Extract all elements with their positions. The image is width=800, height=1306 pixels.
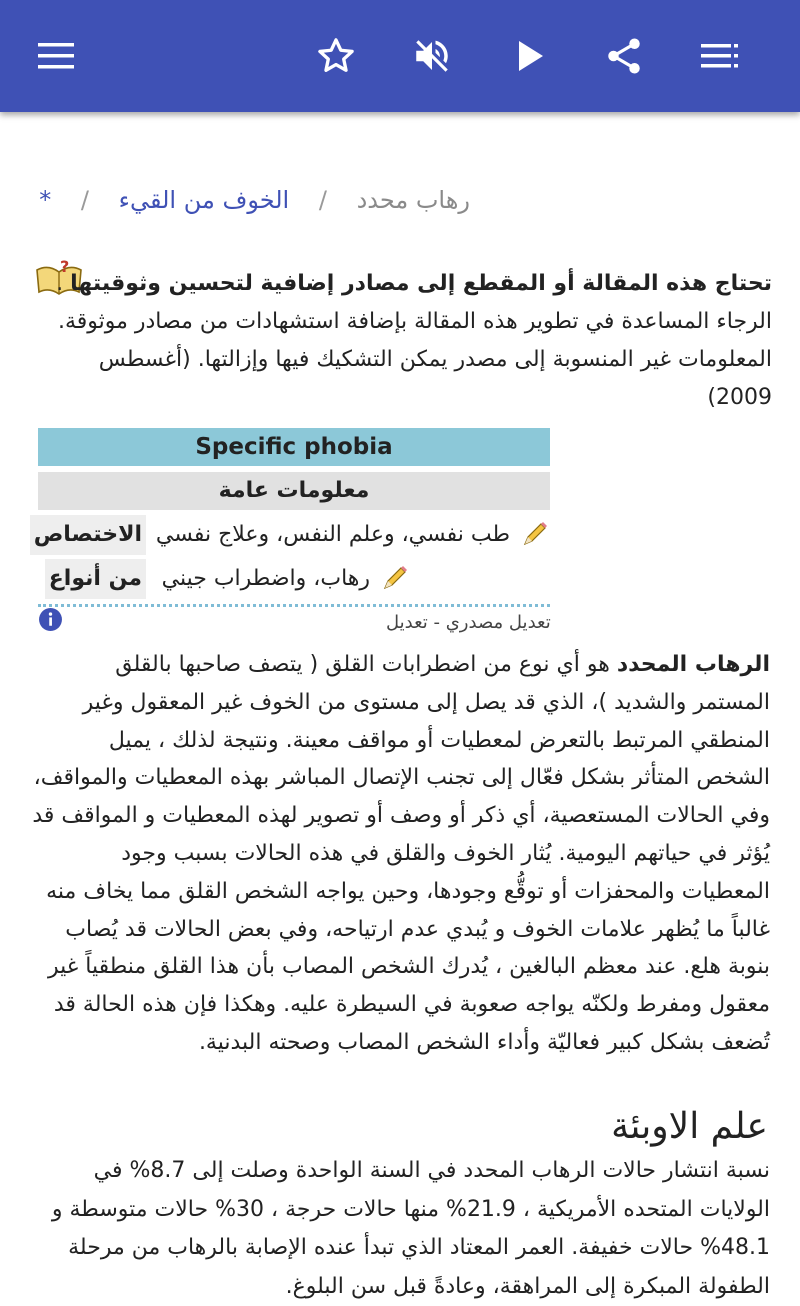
pencil-icon[interactable] <box>520 519 550 553</box>
menu-icon <box>37 41 75 71</box>
contents-button[interactable] <box>692 28 748 84</box>
pencil-icon[interactable] <box>380 563 410 597</box>
favorite-button[interactable] <box>308 28 364 84</box>
breadcrumb-current[interactable]: الخوف من القيء <box>118 186 290 214</box>
breadcrumb <box>40 180 470 220</box>
infobox-edit-links[interactable]: تعديل مصدري - تعديل <box>386 612 551 633</box>
share-icon <box>603 35 645 77</box>
breadcrumb-author[interactable]: رهاب محدد <box>356 186 470 214</box>
lead-term: الرهاب المحدد <box>616 652 770 677</box>
lead-text: هو أي نوع من اضطرابات القلق ( يتصف صاحبها بالقلق المستمر والشديد )، الذي قد يصل إلى مستوى من الخوف غير المعقول وغير المنطقي المرتبط بالتعرض لمعطيات أو مواقف معينة. ونتيجة لذلك ، يميل الشخص المتأثر بشكل فعّال إلى تجنب الإتصال المباشر بهذه المعطيات والمواقف، وفي الحالات المستعصية، أي ذكر أو وصف أو تصوير لهذه المعطيات و المواقف قد يُؤثر في حياتهم اليومية. يُثار الخوف والقلق في هذه الحالات بسبب وجود المعطيات والمحفزات أو توقُّع وجودها، وحين يواجه الشخص القلق مما يخاف منه غالباً ما يُظهر علامات الخوف و يُبدي عدم ارتياحه، وفي بعض الحالات قد يُصاب بنوبة هلع. عند معظم البالغين ، يُدرك الشخص المصاب بأن هذا القلق منطقياً غير معقول ومفرط ولكنّه يواجه صعوبة في السيطرة عليه. وهكذا فإن هذه الحالة قد تُضعف بشكل كبير فعاليّة وأداء الشخص المصاب وصحته البدنية. <box>32 652 770 1055</box>
section-body: نسبة انتشار حالات الرهاب المحدد في السنة الواحدة وصلت إلى 8.7% في الولايات المتحده الأمريكية ، 21.9% منها حالات حرجة ، 30% حالات متوسطة و 48.1% حالات خفيفة. العمر المعتاد الذي تبدأ عنده الإصابة بالرهاب من مرحلة الطفولة المبكرة إلى المراهقة، وعادةً قبل سن البلوغ. <box>51 1158 770 1299</box>
notice-title-end: . <box>56 271 71 296</box>
sources-notice <box>32 265 772 417</box>
play-button[interactable] <box>502 28 558 84</box>
infobox-row <box>33 515 550 555</box>
breadcrumb-separator: / <box>80 186 90 214</box>
svg-text:?: ? <box>60 258 70 276</box>
breadcrumb-separator: / <box>318 186 327 214</box>
mute-button[interactable] <box>404 28 460 84</box>
infobox-value-type-of: رهاب، واضطراب جيني <box>161 566 370 591</box>
share-button[interactable] <box>596 28 652 84</box>
list-icon <box>700 42 740 70</box>
infobox-divider <box>38 604 550 607</box>
article-lead <box>32 646 770 1062</box>
volume-off-icon <box>411 35 453 77</box>
star-icon <box>315 35 357 77</box>
app-bar <box>0 0 800 112</box>
infobox-label-type-of: من أنواع <box>45 559 146 599</box>
menu-button[interactable] <box>28 28 84 84</box>
play-icon <box>515 39 545 73</box>
infobox-value-specialty: طب نفسي، وعلم النفس، وعلاج نفسي <box>155 522 510 547</box>
infobox-title: Specific phobia <box>38 428 550 466</box>
section-heading-epidemiology: علم الاوبئة <box>611 1106 768 1147</box>
notice-body: الرجاء المساعدة في تطوير هذه المقالة بإضافة استشهادات من مصادر موثوقة. المعلومات غير المنسوبة إلى مصدر يمكن التشكيك فيها وإزالتها. (أغسطس 2009) <box>57 309 772 410</box>
infobox-subtitle: معلومات عامة <box>38 472 550 510</box>
infobox-label-specialty: الاختصاص <box>30 515 146 555</box>
infobox-row <box>38 559 550 599</box>
info-icon[interactable] <box>38 607 63 636</box>
breadcrumb-star[interactable]: * <box>39 186 52 214</box>
notice-title: تحتاج هذه المقالة أو المقطع إلى مصادر إضافية لتحسين وثوقيتها <box>70 271 772 296</box>
